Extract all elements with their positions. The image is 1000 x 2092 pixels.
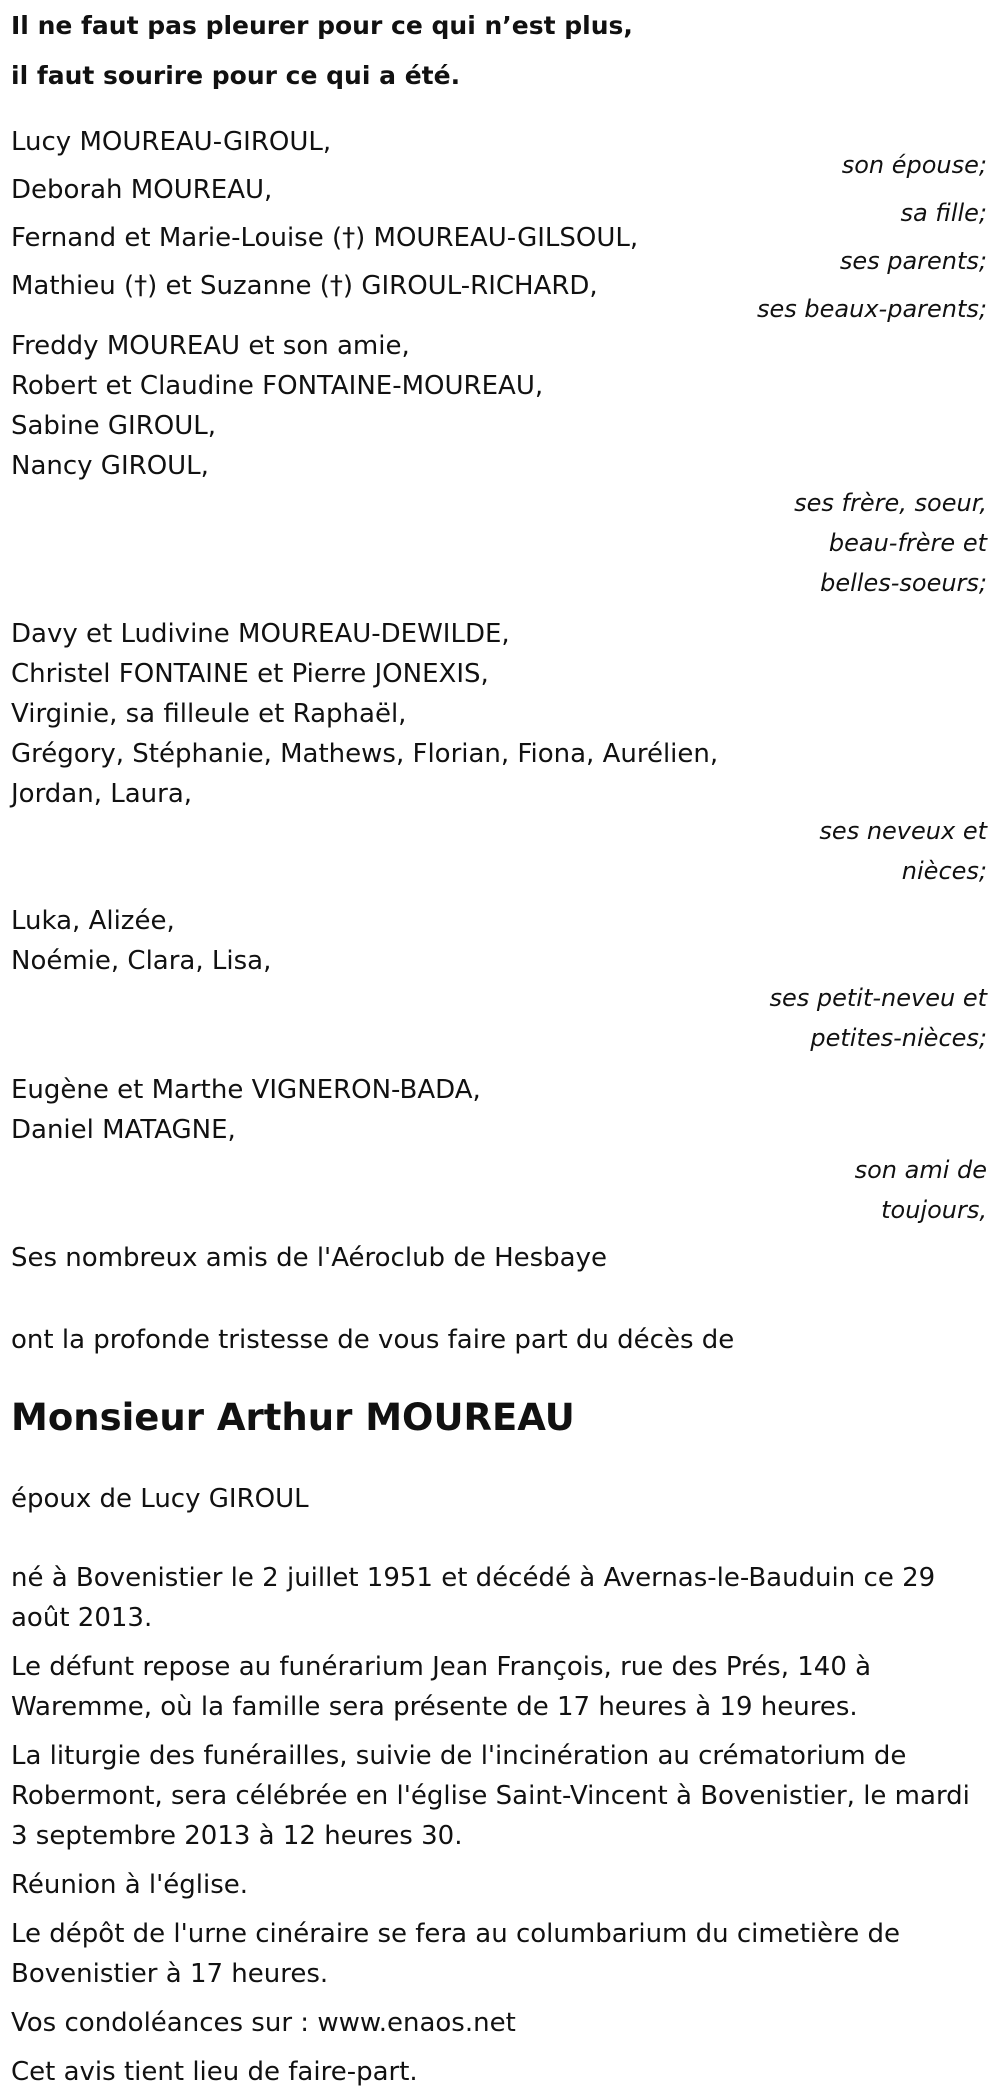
family-group: [11, 266, 989, 329]
family-name-line: Daniel MATAGNE,: [11, 1115, 236, 1145]
family-name-line: Noémie, Clara, Lisa,: [11, 946, 272, 976]
relation-line: son épouse;: [841, 151, 987, 179]
family-name-line: Deborah MOUREAU,: [11, 175, 273, 205]
relation-line: sa fille;: [900, 199, 987, 227]
paragraph-meeting: Réunion à l'église.: [11, 1870, 249, 1900]
relation-line: ses frère, soeur,: [794, 489, 987, 517]
obituary-notice: [0, 1, 1000, 2087]
paragraph-birth-death: né à Bovenistier le 2 juillet 1951 et décédé à Avernas-le-Bauduin ce 29 août 2013.: [11, 1563, 936, 1633]
family-relation: [11, 483, 987, 603]
family-name-line: Nancy GIROUL,: [11, 451, 209, 481]
family-relation: [11, 978, 987, 1058]
epigraph-line: Il ne faut pas pleurer pour ce qui n’est plus,: [11, 11, 633, 40]
family-names: [11, 1070, 989, 1150]
family-name-line: Mathieu (†) et Suzanne (†) GIROUL-RICHARD,: [11, 271, 598, 301]
relation-line: belles-soeurs;: [820, 569, 987, 597]
family-group: [11, 901, 989, 1058]
epigraph-line: il faut sourire pour ce qui a été.: [11, 61, 461, 90]
relation-line: son ami de: [854, 1156, 987, 1184]
friends-line: Ses nombreux amis de l'Aéroclub de Hesbaye: [11, 1243, 607, 1273]
family-name-line: Grégory, Stéphanie, Mathews, Florian, Fiona, Aurélien,: [11, 739, 719, 769]
relation-line: ses parents;: [839, 247, 987, 275]
family-names: [11, 901, 989, 981]
family-name-line: Davy et Ludivine MOUREAU-DEWILDE,: [11, 619, 510, 649]
deceased-name: Monsieur Arthur MOUREAU: [11, 1396, 575, 1439]
family-name-line: Eugène et Marthe VIGNERON-BADA,: [11, 1075, 481, 1105]
paragraph-condolences: Vos condoléances sur : www.enaos.net: [11, 2008, 516, 2038]
paragraph-funeral-home: Le défunt repose au funérarium Jean François, rue des Prés, 140 à Waremme, où la famille sera présente de 17 heures à 19 heures.: [11, 1652, 872, 1722]
paragraph-urn: Le dépôt de l'urne cinéraire se fera au columbarium du cimetière de Bovenistier à 17 heures.: [11, 1919, 901, 1989]
relation-line: beau-frère et: [828, 529, 987, 557]
relation-line: petites-nièces;: [810, 1024, 987, 1052]
relation-line: ses petit-neveu et: [769, 984, 987, 1012]
family-name-line: Robert et Claudine FONTAINE-MOUREAU,: [11, 371, 544, 401]
family-relation: [11, 811, 987, 891]
family-name-line: Luka, Alizée,: [11, 906, 175, 936]
relation-line: nièces;: [901, 857, 987, 885]
family-names: [11, 614, 989, 814]
family-name-line: Lucy MOUREAU-GIROUL,: [11, 127, 332, 157]
relation-line: toujours,: [881, 1196, 987, 1224]
paragraph-notice: Cet avis tient lieu de faire-part.: [11, 2057, 418, 2087]
family-group: [11, 614, 989, 891]
family-name-line: Sabine GIROUL,: [11, 411, 217, 441]
paragraph-liturgy: La liturgie des funérailles, suivie de l'incinération au crématorium de Robermont, sera célébrée en l'église Saint-Vincent à Bovenistier, le mardi 3 septembre 2013 à 12 heures 30.: [11, 1741, 970, 1851]
family-name-line: Virginie, sa filleule et Raphaël,: [11, 699, 407, 729]
family-name-line: Christel FONTAINE et Pierre JONEXIS,: [11, 659, 489, 689]
family-relation: [11, 1150, 987, 1230]
announcement-line: ont la profonde tristesse de vous faire part du décès de: [11, 1325, 735, 1355]
family-name-line: Jordan, Laura,: [11, 779, 193, 809]
family-names: [11, 326, 989, 486]
family-group: [11, 1070, 989, 1230]
relation-line: ses beaux-parents;: [757, 295, 987, 323]
family-group: [11, 326, 989, 603]
family-name-line: Fernand et Marie-Louise (†) MOUREAU-GILSOUL,: [11, 223, 639, 253]
relation-line: ses neveux et: [819, 817, 987, 845]
family-name-line: Freddy MOUREAU et son amie,: [11, 331, 410, 361]
spouse-line: époux de Lucy GIROUL: [11, 1484, 309, 1514]
epigraph: [11, 1, 989, 101]
